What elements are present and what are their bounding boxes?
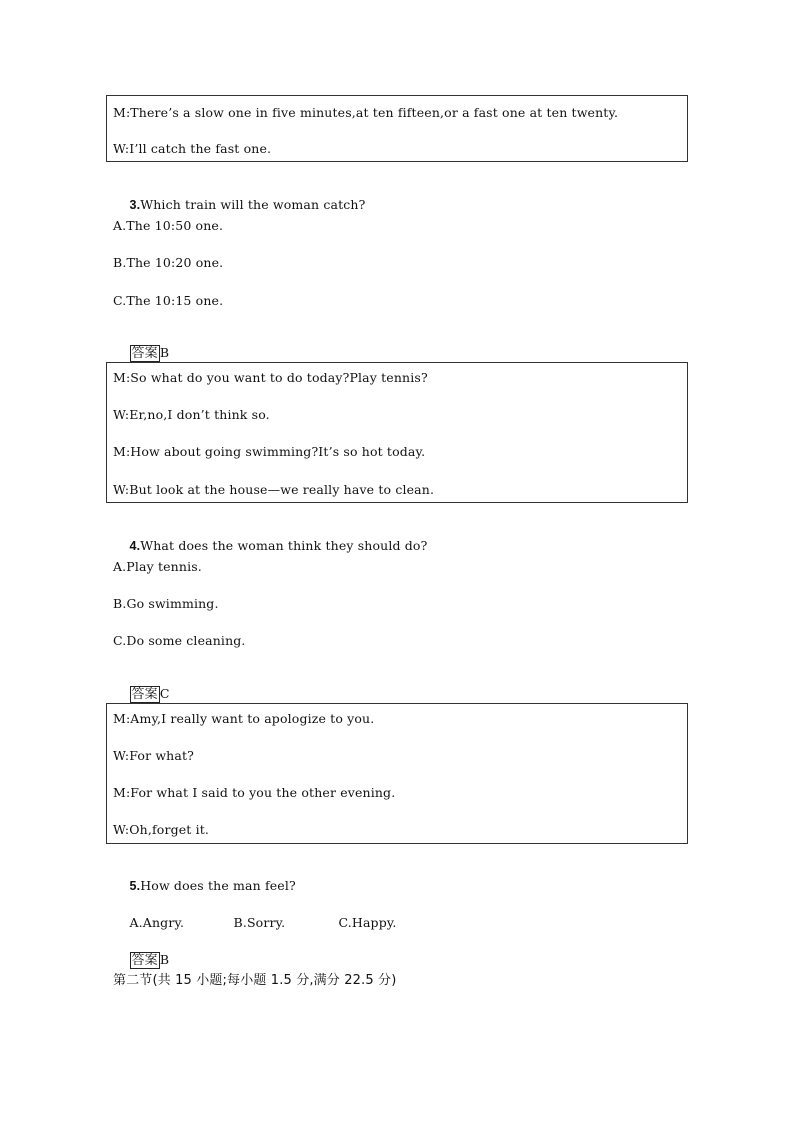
option-c: C.Happy. [338,915,397,930]
answer-value: B [159,952,170,967]
dialog-line: W:Er,no,I don’t think so. [113,407,270,422]
option-c: C.Do some cleaning. [113,633,246,648]
question-number: 5. [129,879,141,893]
answer-value: C [159,686,170,701]
dialog-line: W:I’ll catch the fast one. [113,141,272,156]
dialog-box-q5 [106,703,688,844]
dialog-line: W:For what? [113,748,195,763]
option-b: B.Go swimming. [113,596,219,611]
question-text: How does the man feel? [140,878,296,893]
question-number: 3. [129,198,141,212]
dialog-line: M:For what I said to you the other evening. [113,785,396,800]
dialog-line: M:How about going swimming?It’s so hot today. [113,444,426,459]
answer-label: 答案 [131,687,158,702]
dialog-box-q4 [106,362,688,503]
option-b: B.The 10:20 one. [113,255,224,270]
answer-label: 答案 [131,346,158,361]
question-text: What does the woman think they should do? [140,538,428,553]
answer-value: B [159,345,170,360]
question-text: Which train will the woman catch? [140,197,366,212]
answer-label: 答案 [131,953,158,968]
dialog-line: W:But look at the house—we really have to clean. [113,482,435,497]
option-b: B.Sorry. [233,915,286,930]
option-a: A.Angry. [129,915,185,930]
option-a: A.The 10:50 one. [113,218,224,233]
question-number: 4. [129,539,141,553]
dialog-box-q3 [106,95,688,162]
dialog-line: M:So what do you want to do today?Play tennis? [113,370,428,385]
dialog-line: W:Oh,forget it. [113,822,210,837]
dialog-line: M:There’s a slow one in five minutes,at ten fifteen,or a fast one at ten twenty. [113,105,619,120]
option-c: C.The 10:15 one. [113,293,224,308]
option-a: A.Play tennis. [113,559,202,574]
dialog-line: M:Amy,I really want to apologize to you. [113,711,375,726]
section-heading: 第二节(共 15 小题;每小题 1.5 分,满分 22.5 分) [113,973,397,988]
